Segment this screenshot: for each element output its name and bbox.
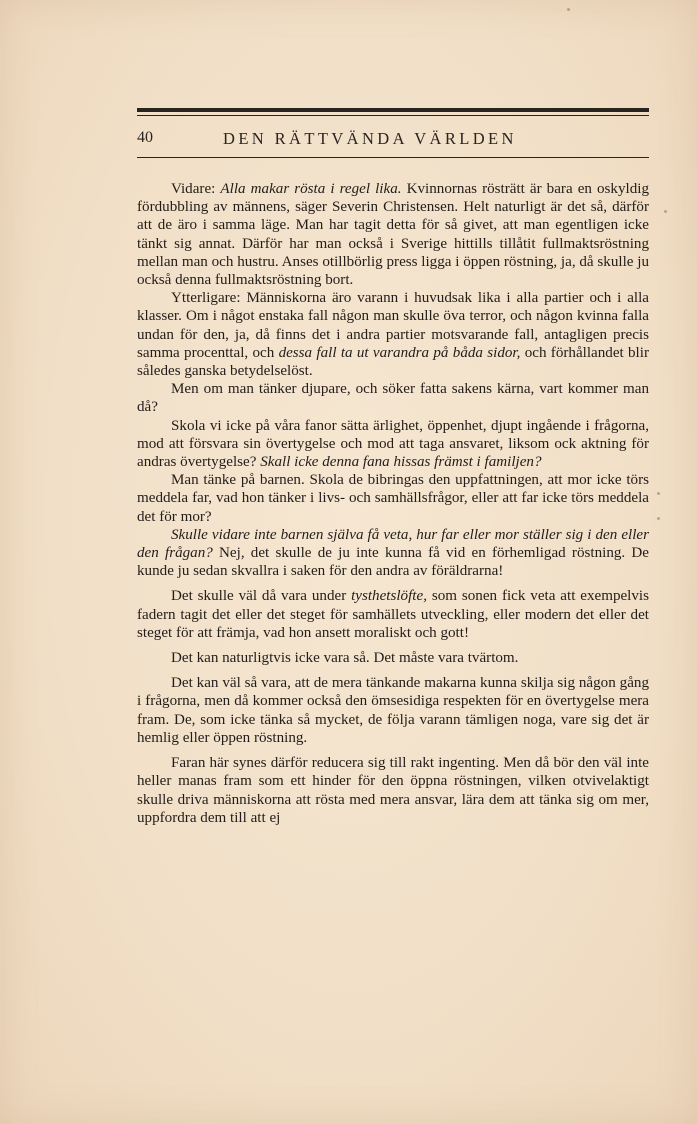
paragraph (137, 674, 649, 747)
paragraph (137, 380, 649, 416)
text-run: Kvinnornas rösträtt är bara en oskyldig fördubbling av männens, säger Severin Christensen. Helt naturligt är det så, därför att de äro i samma läge. Man har tagit detta för så givet, att man egentligen icke tänkt sig annat. Därför har man också i Sverige hittills tillåtit fullmaktsröstning mellan man och hustru. Anses otillbörlig press ligga i öppen röstning, ja, då skulle ju också denna fullmaktsröstning bort. (137, 181, 649, 289)
text-run: Det kan väl så vara, att de mera tänkande makarna kunna skilja sig någon gång i frågorna, men då kommer också den ömsesidiga respekten för en övertygelse mera fram. De, som icke tänka så mycket, de följa varann tämligen noga, vare sig det är hemlig eller öppen röstning. (137, 675, 649, 746)
italic-text: dessa fall ta ut varandra på båda sidor, (278, 344, 521, 361)
text-run: Det skulle väl då vara under (171, 588, 352, 605)
text-run: Ytterligare: Människorna äro varann i huvudsak lika i alla partier och i alla klasser. Om i något enstaka fall någon man skulle öva terror, och någon kvinna falla undan för den, ja, då finns det i andra partier motsvarande fall, antagligen precis samma procenttal, och (137, 290, 649, 361)
italic-text: Skall icke denna fana hissas främst i familjen? (260, 454, 542, 471)
italic-text: Skulle vidare inte barnen själva få veta, hur far eller mor ställer sig i den eller den frågan? (137, 526, 649, 562)
paper-speck (664, 210, 667, 213)
header-rule-thick (137, 108, 649, 112)
text-run: Vidare: (171, 181, 221, 197)
paper-speck (657, 492, 660, 495)
text-run: Det kan naturligtvis icke vara så. Det måste vara tvärtom. (171, 650, 519, 667)
italic-text: Alla makar rösta i regel lika. (220, 181, 402, 197)
text-run: som sonen fick veta att exempelvis fadern tagit det eller det steget för samhällets utveckling, eller modern det eller det steget för att främja, vad hon ansett moraliskt och gott! (137, 588, 649, 641)
paragraph (137, 587, 649, 642)
text-run: Nej, det skulle de ju inte kunna få vid en förhemligad röstning. De kunde ju sedan skvallra i saken för den andra av föräldrarna! (137, 545, 649, 580)
page-number: 40 (137, 129, 153, 146)
paragraph (137, 180, 649, 289)
paper-speck (657, 517, 660, 520)
text-run: Skola vi icke på våra fanor sätta ärlighet, öppenhet, djupt ingående i frågorna, mod att försvara sin övertygelse och mod att taga ansvaret, liksom ock aktning för andras övertygelse? (137, 417, 649, 471)
body-text (137, 180, 649, 827)
paragraph (137, 417, 649, 472)
text-run: Faran här synes därför reducera sig till rakt ingenting. Men då bör den väl inte heller manas fram som ett hinder för den öppna röstningen, vilken otvivelaktigt skulle driva människorna att rösta med mera ansvar, lära dem att tänka sig om mer, uppfordra dem till att ej (137, 755, 649, 826)
header-rule-bottom (137, 157, 649, 158)
paragraph (137, 754, 649, 827)
text-run: Man tänke på barnen. Skola de bibringas den uppfattningen, att mor icke törs meddela far, vad hon tänker i livs- och samhällsfrågor, eller att far icke törs meddela det för mor? (137, 472, 649, 525)
italic-text: tysthetslöfte, (351, 588, 427, 605)
paper-speck (567, 8, 570, 11)
running-title: DEN RÄTTVÄNDA VÄRLDEN (223, 129, 517, 148)
header-rule-thin (137, 115, 649, 116)
paragraph (137, 471, 649, 526)
paragraph (137, 649, 649, 667)
text-run: och förhållandet blir således ganska betydelselöst. (137, 344, 649, 380)
running-head (137, 129, 649, 151)
paragraph (137, 289, 649, 380)
paragraph (137, 526, 649, 581)
text-run: Men om man tänker djupare, och söker fatta sakens kärna, vart kommer man då? (137, 381, 649, 416)
